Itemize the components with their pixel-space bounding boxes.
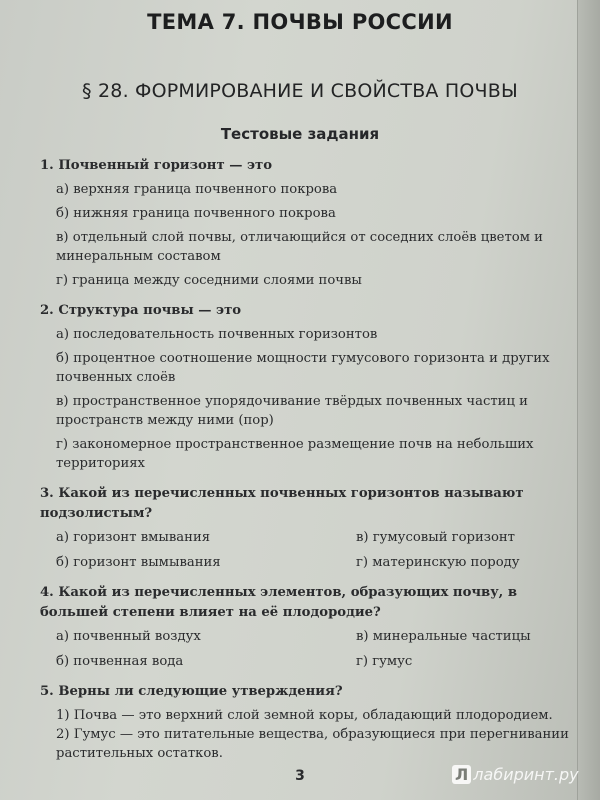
questions-list	[40, 156, 588, 763]
answer-option: г) закономерное пространственное размещение почв на небольших территориях	[56, 437, 534, 471]
section-heading: § 28. ФОРМИРОВАНИЕ И СВОЙСТВА ПОЧВЫ	[82, 80, 518, 102]
statement: 1) Почва — это верхний слой земной коры, обладающий плодородием.	[56, 708, 553, 723]
question-3	[40, 484, 588, 572]
answer-option: а) последовательность почвенных горизонтов	[56, 327, 378, 342]
answer-grid	[56, 528, 588, 572]
answer-option: в) минеральные частицы	[356, 629, 531, 644]
answer-option: б) почвенная вода	[56, 654, 184, 669]
watermark	[452, 765, 579, 784]
page-number: 3	[295, 768, 305, 784]
question-text: 4. Какой из перечисленных элементов, образующих почву, в большей степени влияет на её плодородие?	[40, 585, 517, 620]
answer-option: в) гумусовый горизонт	[356, 530, 515, 545]
question-5	[40, 682, 588, 763]
answer-grid	[56, 627, 588, 671]
question-text: 3. Какой из перечисленных почвенных горизонтов называют подзолистым?	[40, 486, 524, 521]
answer-option: г) материнскую породу	[356, 555, 520, 570]
subheading: Тестовые задания	[220, 125, 380, 143]
question-text: 2. Структура почвы — это	[40, 303, 242, 318]
watermark-text: лабиринт.ру	[473, 765, 579, 784]
question-text: 1. Почвенный горизонт — это	[40, 158, 272, 173]
answer-option: б) нижняя граница почвенного покрова	[56, 206, 336, 221]
watermark-logo: Л	[452, 765, 471, 784]
statement: 2) Гумус — это питательные вещества, образующиеся при перегнивании растительных остатков.	[56, 727, 569, 761]
question-text: 5. Верны ли следующие утверждения?	[40, 684, 343, 699]
question-2	[40, 301, 588, 473]
topic-heading: ТЕМА 7. ПОЧВЫ РОССИИ	[147, 10, 453, 34]
question-1	[40, 156, 588, 290]
answer-option: г) граница между соседними слоями почвы	[56, 273, 362, 288]
answer-option: б) процентное соотношение мощности гумусового горизонта и других почвенных слоёв	[56, 351, 550, 385]
answer-option: в) отдельный слой почвы, отличающийся от соседних слоёв цветом и минеральным составом	[56, 230, 543, 264]
answer-option: а) горизонт вмывания	[56, 530, 211, 545]
answer-option: а) почвенный воздух	[56, 629, 201, 644]
answer-option: в) пространственное упорядочивание твёрдых почвенных частиц и пространств между ними (пор)	[56, 394, 528, 428]
answer-option: г) гумус	[356, 654, 413, 669]
question-4	[40, 583, 588, 671]
answer-option: а) верхняя граница почвенного покрова	[56, 182, 338, 197]
answer-option: б) горизонт вымывания	[56, 555, 221, 570]
